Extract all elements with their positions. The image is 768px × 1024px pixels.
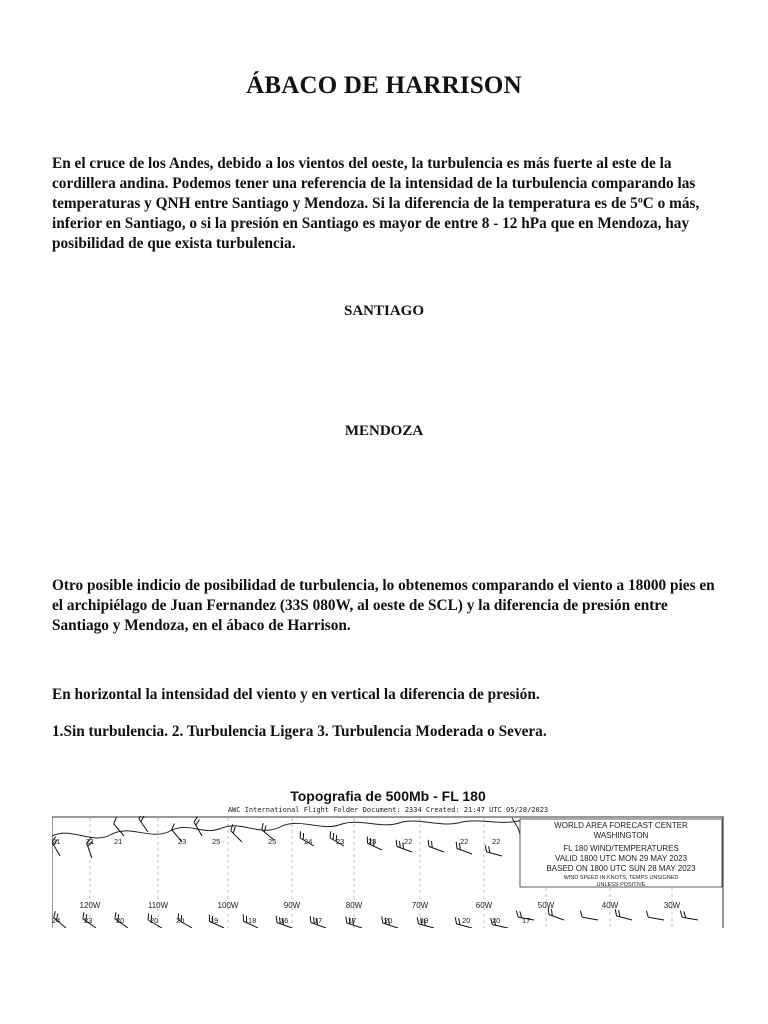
temperature-label: 17 — [314, 916, 323, 925]
figure-title: Topografia de 500Mb - FL 180 — [290, 788, 486, 804]
info-line-5: BASED ON 1800 UTC SUN 28 MAY 2023 — [546, 864, 696, 873]
document-title: ÁBACO DE HARRISON — [246, 72, 522, 99]
temperature-label: 21 — [114, 837, 123, 846]
coastline-path — [52, 820, 522, 838]
axes-paragraph: En horizontal la intensidad del viento y en vertical la diferencia de presión. — [52, 686, 540, 703]
wind-barb — [426, 840, 446, 852]
longitude-label: 100W — [217, 901, 239, 910]
temperature-label: 23 — [84, 916, 93, 925]
wind-chart-map — [52, 816, 724, 928]
top-row-temperatures — [52, 837, 500, 846]
longitude-label: 30W — [663, 901, 681, 910]
longitude-label: 50W — [537, 901, 555, 910]
temperature-label: 23 — [178, 837, 187, 846]
temperature-label: 20 — [116, 916, 125, 925]
info-line-4: VALID 1800 UTC MON 29 MAY 2023 — [554, 854, 688, 863]
intro-paragraph: En el cruce de los Andes, debido a los vientos del oeste, la turbulencia es más fuerte al este de la cordillera andina. Podemos tener una referencia de la intensidad de la turbulencia comparando las temperaturas y QNH entre Santiago y Mendoza. Si la diferencia de la temperatura es de 5ºC o más, inferior en Santiago, o si la presión en Santiago es mayor de entre 8 - 12 hPa que en Mendoza, hay posibilidad de que exista turbulencia. — [52, 155, 700, 252]
wind-barb — [679, 911, 699, 920]
temperature-label: 25 — [212, 837, 221, 846]
coastline — [52, 818, 524, 872]
longitude-label: 80W — [345, 901, 363, 910]
temperature-label: 21 — [86, 837, 95, 846]
info-line-3: FL 180 WIND/TEMPERATURES — [563, 844, 679, 853]
mendoza-label: MENDOZA — [344, 423, 424, 439]
longitude-label: 90W — [283, 901, 301, 910]
figure-subtitle: AWC International Flight Folder Document: 2334 Created: 21:47 UTC 05/28/2023 — [227, 806, 549, 814]
wind-barb — [193, 817, 208, 836]
longitude-label: 120W — [79, 901, 101, 910]
info-line-1: WORLD AREA FORECAST CENTER — [554, 821, 688, 830]
wind-barb — [614, 909, 634, 920]
temperature-label: 20 — [150, 916, 159, 925]
wind-barb — [484, 845, 504, 856]
temperature-label: 20 — [384, 916, 393, 925]
temperature-label: 17 — [348, 916, 357, 925]
temperature-label: 18 — [248, 916, 257, 925]
temperature-label: 16 — [280, 916, 289, 925]
info-line-7: UNLESS POSITIVE — [596, 882, 646, 888]
temperature-label: 17 — [522, 916, 531, 925]
temperature-label: 25 — [268, 837, 277, 846]
santiago-label: SANTIAGO — [343, 303, 425, 319]
temperature-label: 19 — [210, 916, 219, 925]
temperature-label: 24 — [52, 916, 61, 925]
longitude-label: 40W — [601, 901, 619, 910]
temperature-label: 23 — [368, 837, 377, 846]
temperature-label: 22 — [460, 837, 469, 846]
temperature-label: 23 — [336, 837, 345, 846]
wind-barb — [579, 911, 599, 920]
temperature-label: 21 — [52, 837, 61, 846]
temperature-label: 24 — [304, 837, 313, 846]
temperature-label: 19 — [420, 916, 429, 925]
temperature-label: 20 — [462, 916, 471, 925]
upper-air-chart-figure — [52, 788, 724, 928]
wind-paragraph: Otro posible indicio de posibilidad de turbulencia, lo obtenemos comparando el viento a 18000 pies en el archipiélago de Juan Fernandez (33S 080W, al oeste de SCL) y la diferencia de presión entre Santiago y Mendoza, en el ábaco de Harrison. — [52, 577, 715, 634]
wind-barb — [137, 816, 153, 832]
temperature-label: 20 — [492, 916, 501, 925]
longitude-label: 110W — [147, 901, 169, 910]
longitude-label: 60W — [475, 901, 493, 910]
longitude-label: 70W — [411, 901, 429, 910]
turbulence-levels-paragraph: 1.Sin turbulencia. 2. Turbulencia Ligera 3. Turbulencia Moderada o Severa. — [52, 723, 547, 740]
temperature-label: 20 — [176, 916, 185, 925]
longitude-labels — [80, 901, 681, 910]
info-line-2: WASHINGTON — [593, 831, 649, 840]
info-line-6: WIND SPEED IN KNOTS, TEMPS UNSIGNED — [563, 875, 679, 881]
temperature-label: 22 — [492, 837, 501, 846]
wind-barb — [645, 911, 665, 920]
temperature-label: 22 — [404, 837, 413, 846]
